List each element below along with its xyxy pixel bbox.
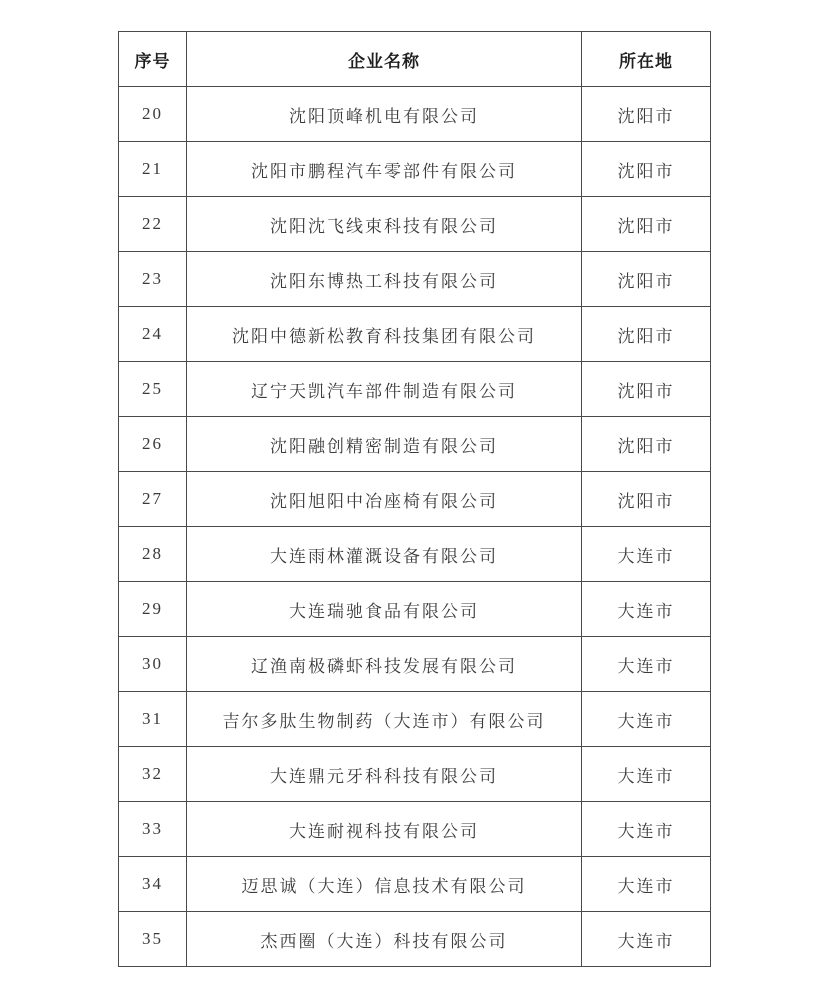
cell-no: 29	[119, 582, 187, 637]
cell-location: 大连市	[582, 857, 711, 912]
cell-company-name: 沈阳融创精密制造有限公司	[187, 417, 582, 472]
table-body	[119, 87, 711, 967]
cell-company-name: 沈阳旭阳中冶座椅有限公司	[187, 472, 582, 527]
cell-location: 大连市	[582, 582, 711, 637]
cell-location: 大连市	[582, 692, 711, 747]
cell-company-name: 大连耐视科技有限公司	[187, 802, 582, 857]
cell-no: 21	[119, 142, 187, 197]
cell-location: 大连市	[582, 527, 711, 582]
table-row	[119, 857, 711, 912]
cell-company-name: 大连雨林灌溉设备有限公司	[187, 527, 582, 582]
cell-location: 大连市	[582, 747, 711, 802]
cell-no: 35	[119, 912, 187, 967]
cell-location: 沈阳市	[582, 252, 711, 307]
header-company-name: 企业名称	[187, 32, 582, 87]
cell-no: 28	[119, 527, 187, 582]
cell-location: 大连市	[582, 912, 711, 967]
table-row	[119, 637, 711, 692]
table-row	[119, 527, 711, 582]
cell-company-name: 吉尔多肽生物制药（大连市）有限公司	[187, 692, 582, 747]
cell-company-name: 大连瑞驰食品有限公司	[187, 582, 582, 637]
table-row	[119, 582, 711, 637]
cell-no: 23	[119, 252, 187, 307]
table-row	[119, 87, 711, 142]
cell-company-name: 沈阳市鹏程汽车零部件有限公司	[187, 142, 582, 197]
table-header	[119, 32, 711, 87]
table-row	[119, 362, 711, 417]
cell-no: 32	[119, 747, 187, 802]
cell-company-name: 沈阳顶峰机电有限公司	[187, 87, 582, 142]
cell-location: 沈阳市	[582, 417, 711, 472]
table-row	[119, 912, 711, 967]
cell-location: 沈阳市	[582, 142, 711, 197]
cell-company-name: 沈阳东博热工科技有限公司	[187, 252, 582, 307]
cell-no: 31	[119, 692, 187, 747]
cell-no: 27	[119, 472, 187, 527]
cell-company-name: 大连鼎元牙科科技有限公司	[187, 747, 582, 802]
header-no: 序号	[119, 32, 187, 87]
table-header-row	[119, 32, 711, 87]
cell-company-name: 辽渔南极磷虾科技发展有限公司	[187, 637, 582, 692]
cell-location: 沈阳市	[582, 197, 711, 252]
cell-no: 33	[119, 802, 187, 857]
cell-company-name: 迈思诚（大连）信息技术有限公司	[187, 857, 582, 912]
company-table	[118, 31, 711, 967]
header-location: 所在地	[582, 32, 711, 87]
cell-no: 24	[119, 307, 187, 362]
cell-no: 25	[119, 362, 187, 417]
cell-company-name: 沈阳中德新松教育科技集团有限公司	[187, 307, 582, 362]
cell-location: 沈阳市	[582, 472, 711, 527]
cell-company-name: 杰西圈（大连）科技有限公司	[187, 912, 582, 967]
table-row	[119, 307, 711, 362]
cell-location: 沈阳市	[582, 307, 711, 362]
table-row	[119, 197, 711, 252]
cell-location: 大连市	[582, 802, 711, 857]
cell-location: 沈阳市	[582, 87, 711, 142]
table-row	[119, 417, 711, 472]
cell-company-name: 辽宁天凯汽车部件制造有限公司	[187, 362, 582, 417]
table-row	[119, 252, 711, 307]
cell-no: 20	[119, 87, 187, 142]
cell-no: 30	[119, 637, 187, 692]
table-row	[119, 747, 711, 802]
table-row	[119, 142, 711, 197]
table-row	[119, 472, 711, 527]
cell-location: 大连市	[582, 637, 711, 692]
cell-no: 34	[119, 857, 187, 912]
cell-location: 沈阳市	[582, 362, 711, 417]
cell-no: 26	[119, 417, 187, 472]
table-row	[119, 692, 711, 747]
cell-company-name: 沈阳沈飞线束科技有限公司	[187, 197, 582, 252]
cell-no: 22	[119, 197, 187, 252]
table-row	[119, 802, 711, 857]
